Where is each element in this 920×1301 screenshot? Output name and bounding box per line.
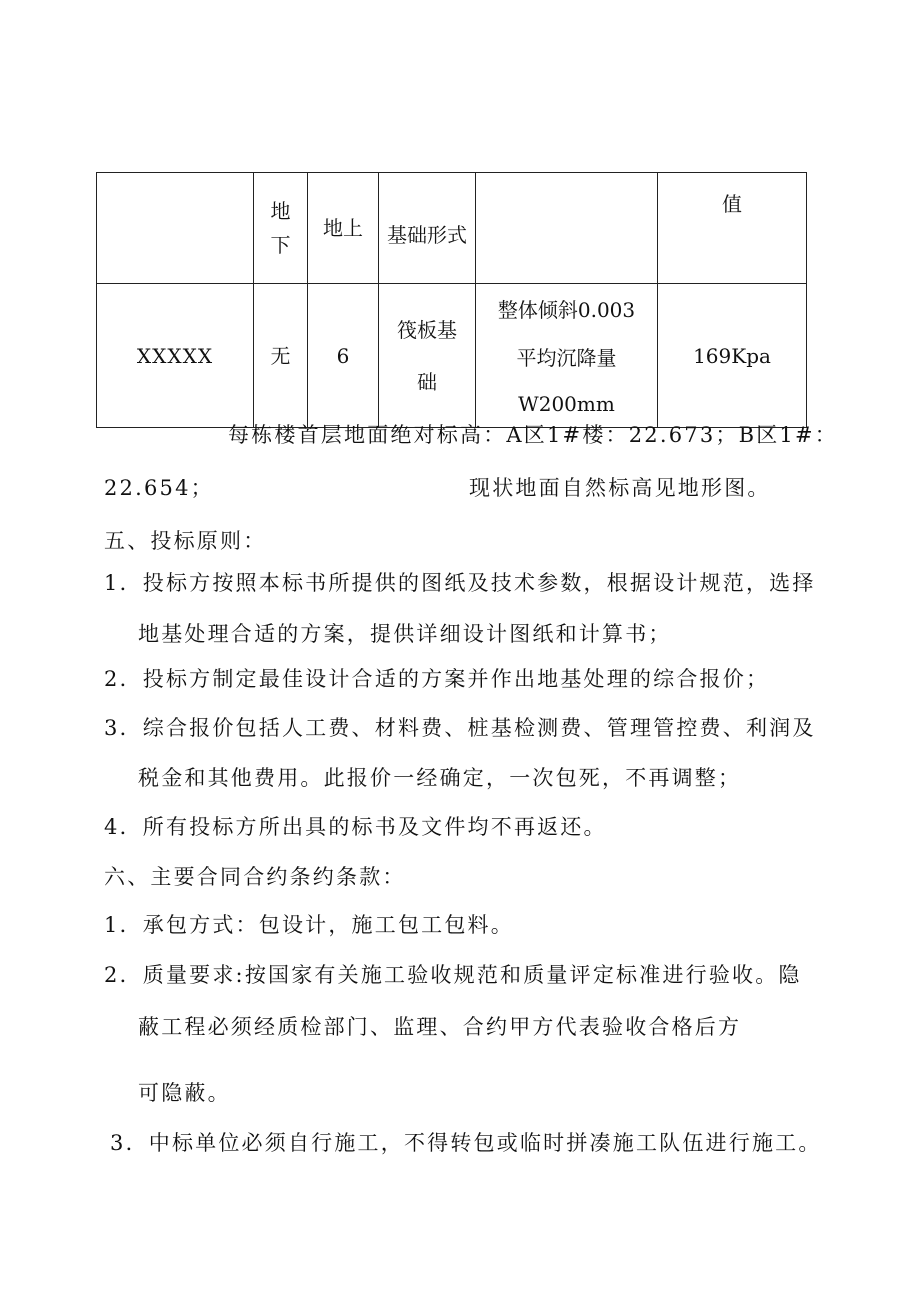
cell-foundation-line: 础	[417, 369, 437, 394]
elevation-line-1: 每栋楼首层地面绝对标高：A区1#楼：22.673；B区1#：	[228, 423, 838, 447]
item-number: 2	[104, 963, 120, 987]
table-header-row	[97, 173, 807, 284]
item-text: ．承包方式：包设计，施工包工包料。	[119, 913, 514, 937]
item-continuation: 税金和其他费用。此报价一经确定，一次包死，不再调整；	[138, 766, 742, 790]
cell-requirement	[476, 284, 658, 428]
item-number: 3	[110, 1131, 126, 1155]
header-cell-foundation: 基础形式	[379, 173, 476, 284]
section-6-title: 六、主要合同合约条约条款：	[104, 865, 406, 889]
table-row	[97, 284, 807, 428]
item-number: 2	[104, 667, 120, 691]
list-item	[104, 568, 816, 598]
cell-building-name: XXXXX	[97, 284, 254, 428]
cell-aboveground: 6	[308, 284, 379, 428]
item-text: ．投标方制定最佳设计合适的方案并作出地基处理的综合报价；	[119, 667, 770, 691]
cell-requirement-line: 平均沉降量	[516, 345, 617, 370]
item-text: ．投标方按照本标书所提供的图纸及技术参数，根据设计规范，选择	[119, 571, 816, 595]
cell-underground: 无	[254, 284, 308, 428]
section-5-title: 五、投标原则：	[104, 529, 267, 553]
header-cell-name	[97, 173, 254, 284]
item-number: 1	[104, 913, 120, 937]
header-cell-aboveground: 地上	[308, 173, 379, 284]
header-cell-value: 值	[658, 173, 807, 284]
item-number: 3	[104, 716, 120, 740]
cell-requirement-line: 整体倾斜0.003	[497, 297, 636, 322]
item-number: 1	[104, 571, 120, 595]
list-item	[104, 910, 514, 940]
item-text: ．综合报价包括人工费、材料费、桩基检测费、管理管控费、利润及	[119, 716, 816, 740]
header-underground-line: 下	[270, 233, 291, 257]
item-text: ．中标单位必须自行施工，不得转包或临时拼凑施工队伍进行施工。	[125, 1131, 822, 1155]
item-text: ．质量要求:按国家有关施工验收规范和质量评定标准进行验收。隐	[119, 963, 802, 987]
cell-foundation-line: 筏板基	[397, 317, 457, 342]
cell-foundation	[379, 284, 476, 428]
item-continuation: 地基处理合适的方案，提供详细设计图纸和计算书；	[138, 622, 672, 646]
list-item	[104, 664, 769, 694]
item-continuation: 蔽工程必须经质检部门、监理、合约甲方代表验收合格后方	[138, 1015, 742, 1039]
item-number: 4	[104, 815, 120, 839]
header-underground-line: 地	[270, 199, 291, 223]
header-cell-underground	[254, 173, 308, 284]
list-item	[104, 713, 816, 743]
list-item	[104, 812, 607, 842]
elevation-line-2a: 22.654；	[104, 476, 214, 500]
header-cell-requirement	[476, 173, 658, 284]
foundation-table	[96, 172, 807, 428]
cell-value: 169Kpa	[658, 284, 807, 428]
item-text: ．所有投标方所出具的标书及文件均不再返还。	[119, 815, 607, 839]
cell-requirement-line: W200mm	[518, 391, 615, 416]
list-item	[104, 960, 802, 990]
item-continuation: 可隐蔽。	[138, 1081, 231, 1105]
list-item	[110, 1128, 822, 1158]
elevation-line-2b: 现状地面自然标高见地形图。	[469, 476, 771, 500]
